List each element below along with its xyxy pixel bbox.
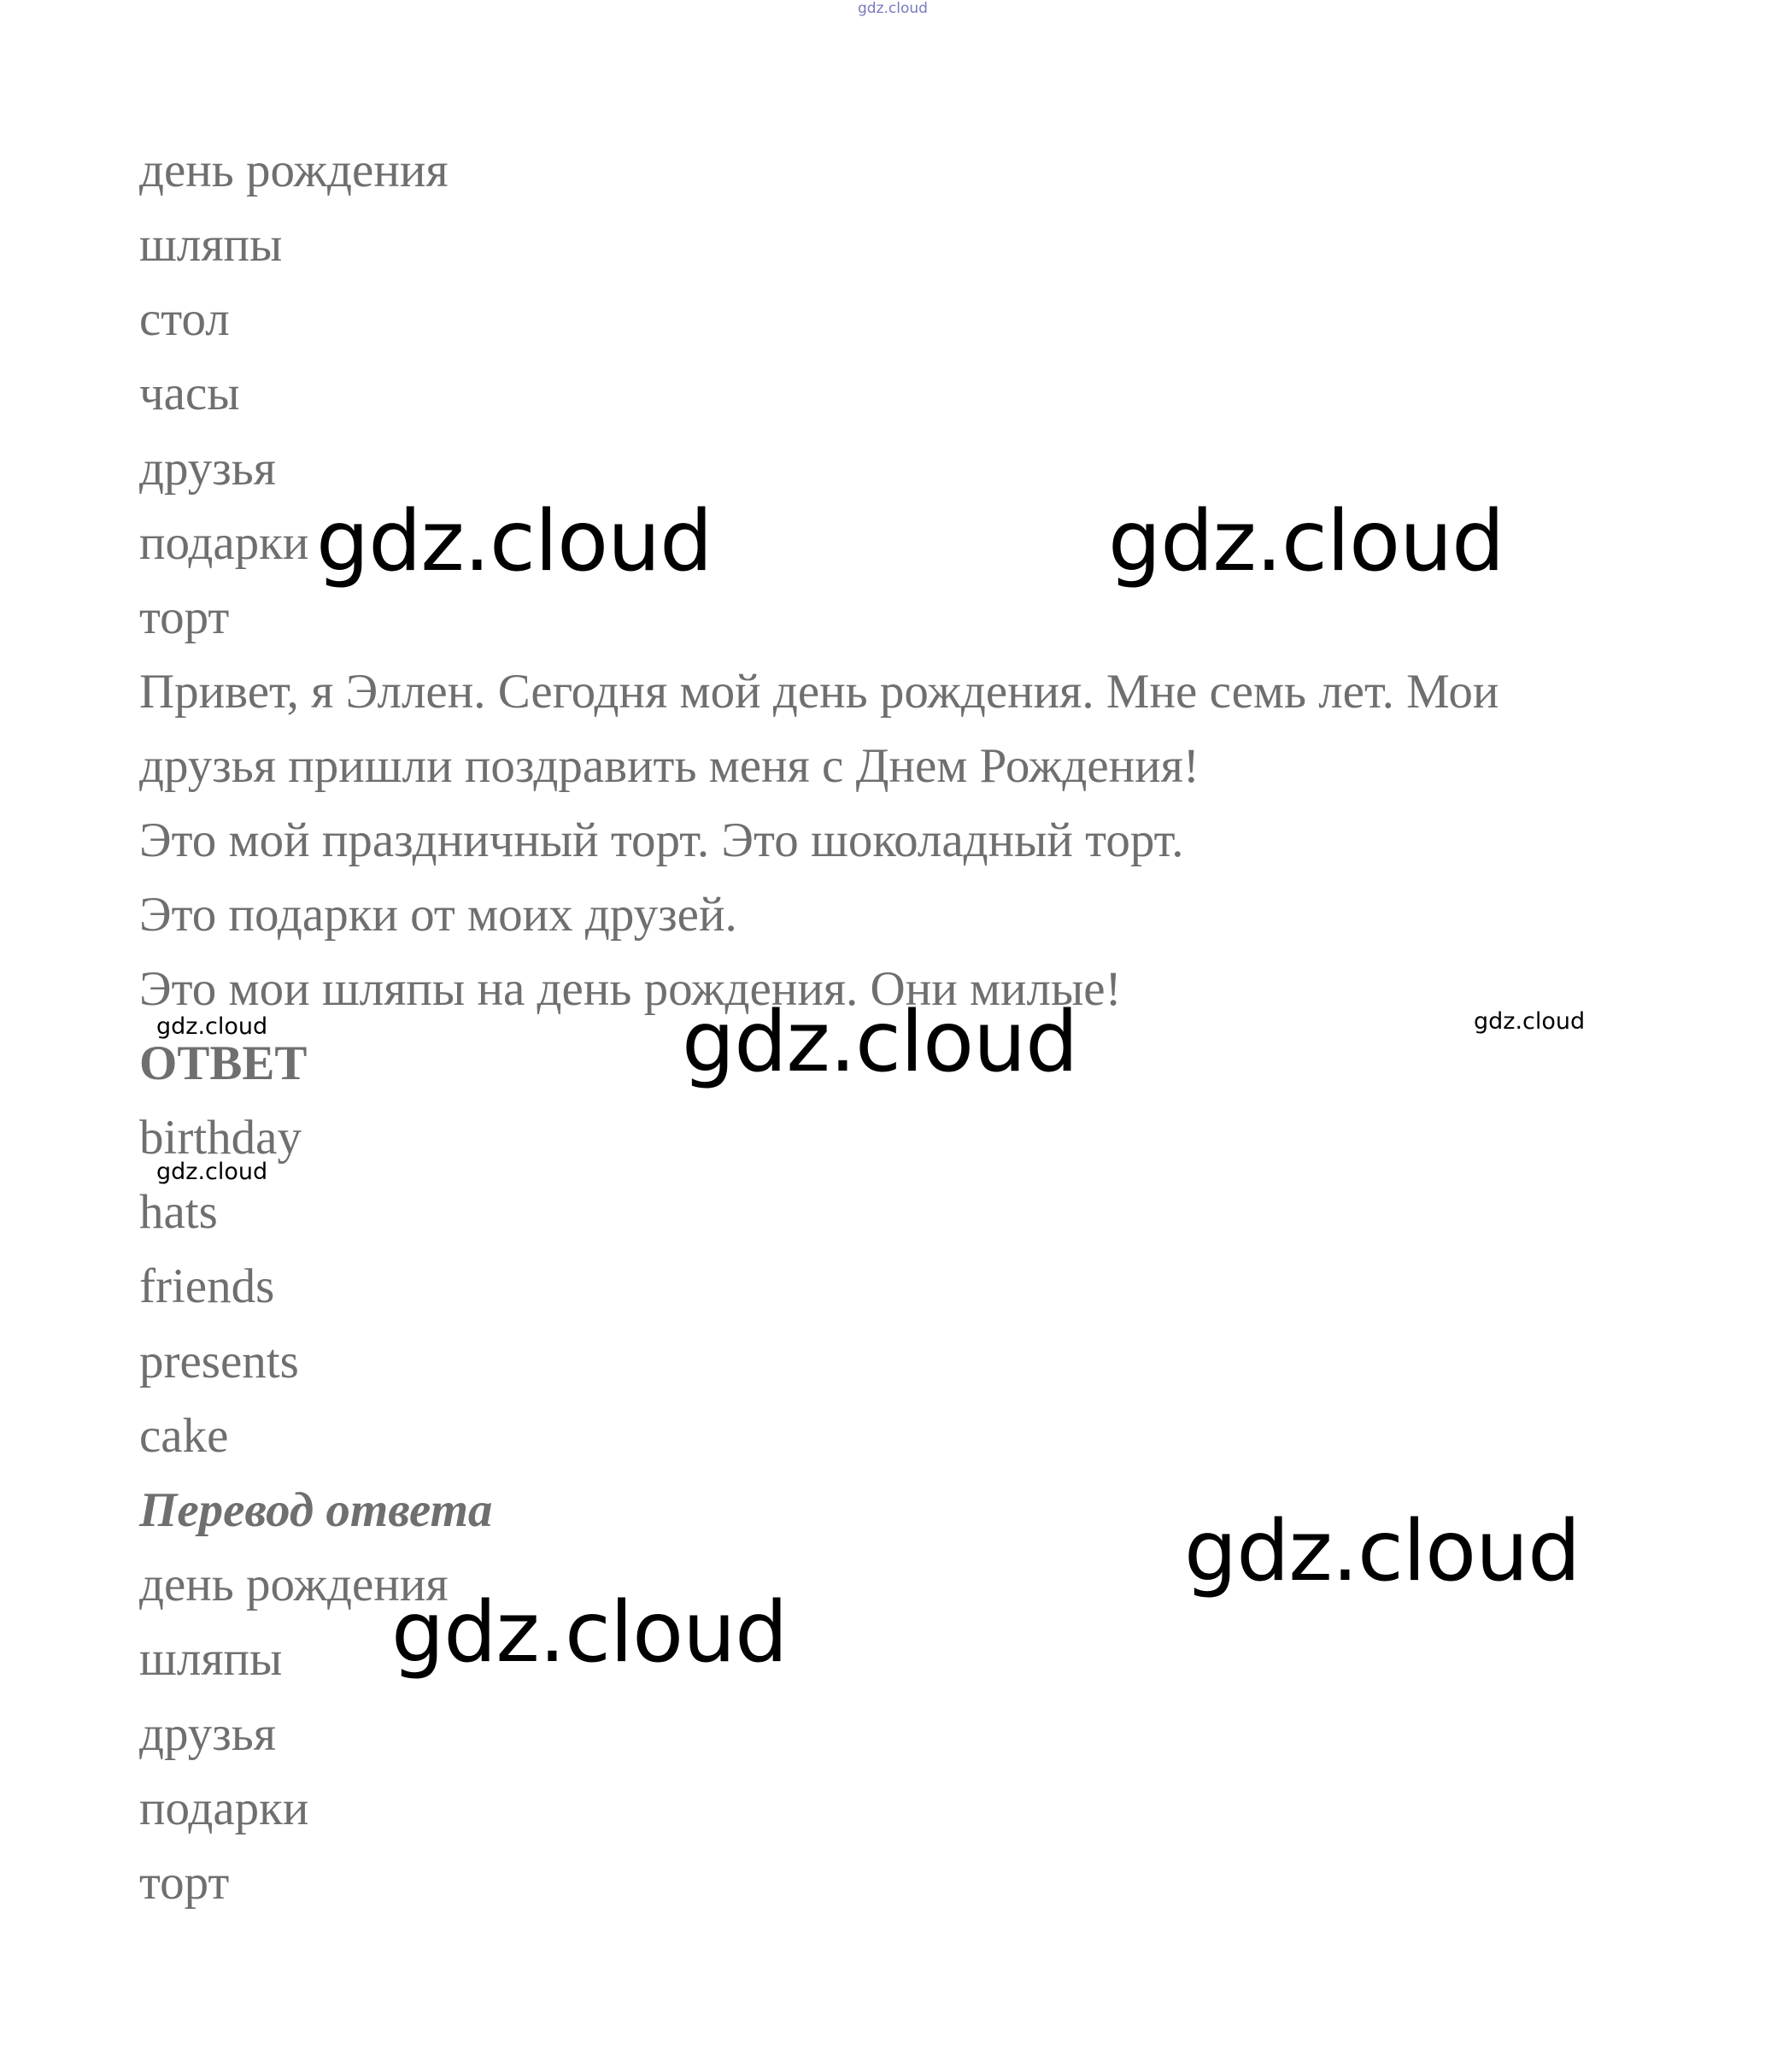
text-ru-line-4: Это подарки от моих друзей. — [139, 888, 737, 942]
answer-word-4: presents — [139, 1335, 299, 1388]
word-ru-2: шляпы — [139, 218, 283, 272]
watermark-large-5: gdz.cloud — [391, 1584, 788, 1682]
watermark-large-2: gdz.cloud — [1108, 493, 1504, 590]
header-watermark: gdz.cloud — [858, 0, 928, 17]
watermark-large-1: gdz.cloud — [316, 493, 713, 590]
text-ru-line-3: Это мой праздничный торт. Это шоколадный торт. — [139, 813, 1184, 867]
watermark-small-3: gdz.cloud — [156, 1159, 268, 1185]
answer-word-1: birthday — [139, 1111, 302, 1165]
watermark-small-1: gdz.cloud — [156, 1013, 268, 1040]
translation-word-1: день рождения — [139, 1558, 449, 1611]
text-ru-line-1: Привет, я Эллен. Сегодня мой день рождения. Мне семь лет. Мои — [139, 665, 1499, 719]
answer-heading: ОТВЕТ — [139, 1036, 308, 1090]
word-ru-6: подарки — [139, 516, 309, 570]
word-ru-4: часы — [139, 367, 240, 420]
watermark-large-4: gdz.cloud — [1184, 1503, 1581, 1600]
word-ru-7: торт — [139, 590, 230, 644]
answer-word-5: cake — [139, 1409, 229, 1463]
word-ru-1: день рождения — [139, 144, 449, 197]
text-ru-line-5: Это мои шляпы на день рождения. Они милые! — [139, 962, 1122, 1016]
translation-word-3: друзья — [139, 1707, 276, 1761]
word-ru-3: стол — [139, 292, 230, 346]
answer-word-3: friends — [139, 1259, 275, 1313]
translation-word-2: шляпы — [139, 1632, 283, 1686]
translation-word-5: торт — [139, 1856, 230, 1910]
answer-word-2: hats — [139, 1185, 218, 1239]
watermark-small-2: gdz.cloud — [1474, 1008, 1586, 1035]
text-ru-line-2: друзья пришли поздравить меня с Днем Рождения! — [139, 739, 1199, 793]
word-ru-5: друзья — [139, 442, 276, 496]
translation-heading: Перевод ответа — [139, 1483, 493, 1537]
watermark-large-3: gdz.cloud — [682, 994, 1078, 1091]
translation-word-4: подарки — [139, 1781, 309, 1835]
